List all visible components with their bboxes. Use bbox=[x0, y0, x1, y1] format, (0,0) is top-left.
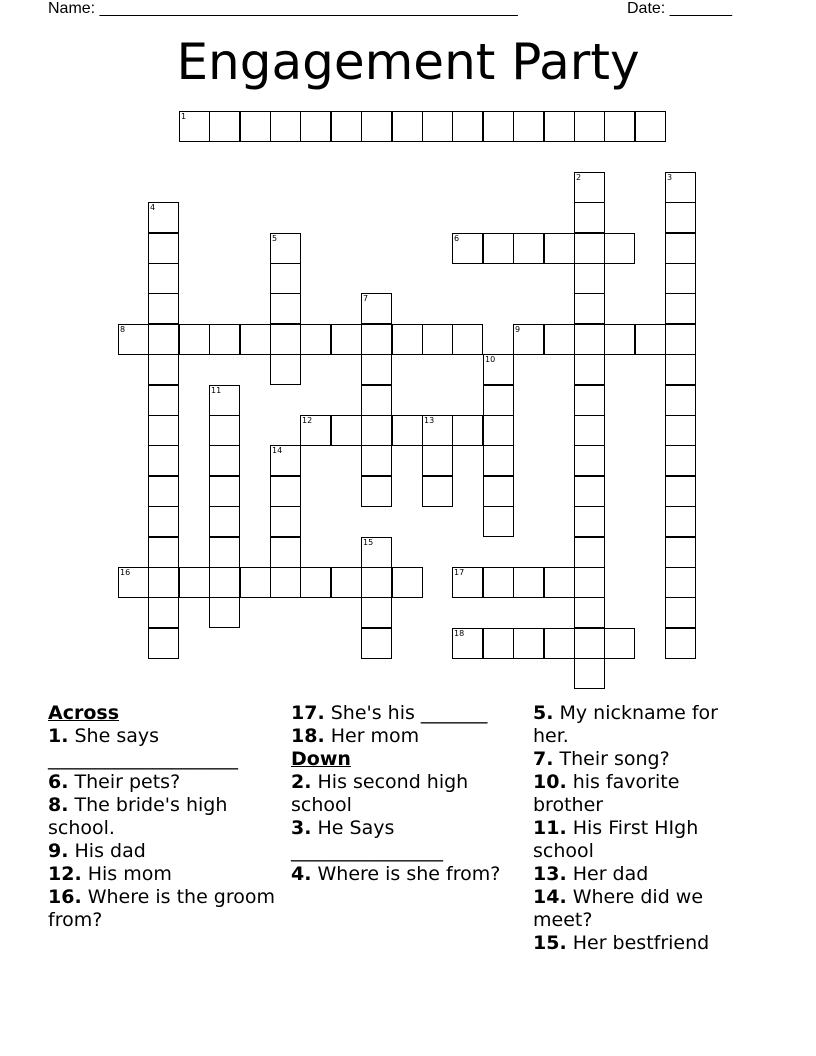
grid-cell[interactable] bbox=[483, 233, 514, 264]
grid-cell[interactable] bbox=[574, 537, 605, 568]
grid-cell[interactable] bbox=[148, 233, 179, 264]
grid-cell[interactable] bbox=[148, 506, 179, 537]
grid-cell[interactable] bbox=[392, 415, 423, 446]
grid-cell[interactable] bbox=[422, 324, 453, 355]
grid-cell[interactable] bbox=[513, 324, 544, 355]
clue-number: 15 bbox=[363, 538, 374, 547]
clue-across-6: 6. Their pets? bbox=[48, 771, 181, 793]
clue-number: 1 bbox=[181, 112, 187, 121]
clue-number: 16 bbox=[120, 568, 131, 577]
grid-cell[interactable] bbox=[240, 324, 271, 355]
clue-down-5: 5. My nickname for her. bbox=[533, 702, 718, 747]
grid-cell[interactable] bbox=[574, 445, 605, 476]
grid-cell[interactable] bbox=[179, 567, 210, 598]
grid-cell[interactable] bbox=[574, 324, 605, 355]
grid-cell[interactable] bbox=[483, 476, 514, 507]
clue-across-12: 12. His mom bbox=[48, 863, 172, 885]
grid-cell[interactable] bbox=[209, 506, 240, 537]
grid-cell[interactable] bbox=[665, 445, 696, 476]
grid-cell[interactable] bbox=[452, 628, 483, 659]
grid-cell[interactable] bbox=[665, 415, 696, 446]
grid-cell[interactable] bbox=[361, 476, 392, 507]
grid-cell[interactable] bbox=[240, 567, 271, 598]
grid-cell[interactable] bbox=[209, 111, 240, 142]
clue-number: 11 bbox=[211, 386, 222, 395]
grid-cell[interactable] bbox=[574, 567, 605, 598]
clue-number: 13 bbox=[424, 416, 435, 425]
grid-cell[interactable] bbox=[300, 324, 331, 355]
grid-cell[interactable] bbox=[635, 324, 666, 355]
grid-cell[interactable] bbox=[270, 445, 301, 476]
clue-down-7: 7. Their song? bbox=[533, 748, 670, 770]
grid-cell[interactable] bbox=[361, 567, 392, 598]
grid-cell[interactable] bbox=[148, 445, 179, 476]
grid-cell[interactable] bbox=[665, 597, 696, 628]
grid-cell[interactable] bbox=[604, 233, 635, 264]
grid-cell[interactable] bbox=[148, 385, 179, 416]
grid-cell[interactable] bbox=[574, 506, 605, 537]
grid-cell[interactable] bbox=[361, 628, 392, 659]
grid-cell[interactable] bbox=[422, 111, 453, 142]
grid-cell[interactable] bbox=[604, 111, 635, 142]
grid-cell[interactable] bbox=[574, 415, 605, 446]
grid-cell[interactable] bbox=[179, 111, 210, 142]
clues-column-1 bbox=[48, 702, 280, 932]
grid-cell[interactable] bbox=[574, 597, 605, 628]
clue-number: 18 bbox=[454, 629, 465, 638]
grid-cell[interactable] bbox=[574, 111, 605, 142]
grid-cell[interactable] bbox=[544, 233, 575, 264]
grid-cell[interactable] bbox=[240, 111, 271, 142]
grid-cell[interactable] bbox=[361, 354, 392, 385]
across-heading: Across bbox=[48, 702, 120, 724]
name-field: Name: _______________________________________________ bbox=[48, 0, 518, 17]
clues-column-3 bbox=[533, 702, 743, 955]
grid-cell[interactable] bbox=[148, 597, 179, 628]
grid-cell[interactable] bbox=[574, 658, 605, 689]
grid-cell[interactable] bbox=[209, 476, 240, 507]
grid-cell[interactable] bbox=[118, 567, 149, 598]
grid-cell[interactable] bbox=[270, 537, 301, 568]
grid-cell[interactable] bbox=[300, 567, 331, 598]
grid-cell[interactable] bbox=[574, 385, 605, 416]
grid-cell[interactable] bbox=[270, 506, 301, 537]
grid-cell[interactable] bbox=[361, 597, 392, 628]
clue-number: 7 bbox=[363, 294, 369, 303]
grid-cell[interactable] bbox=[361, 445, 392, 476]
grid-cell[interactable] bbox=[270, 476, 301, 507]
grid-cell[interactable] bbox=[361, 111, 392, 142]
grid-cell[interactable] bbox=[665, 233, 696, 264]
grid-cell[interactable] bbox=[665, 172, 696, 203]
grid-cell[interactable] bbox=[574, 233, 605, 264]
clue-down-3: 3. He Says ________________ bbox=[291, 817, 443, 862]
grid-cell[interactable] bbox=[483, 628, 514, 659]
clue-across-1: 1. She says ____________________ bbox=[48, 725, 238, 770]
grid-cell[interactable] bbox=[665, 628, 696, 659]
grid-cell[interactable] bbox=[483, 385, 514, 416]
grid-cell[interactable] bbox=[270, 111, 301, 142]
grid-cell[interactable] bbox=[148, 415, 179, 446]
clues-column-2 bbox=[291, 702, 519, 886]
grid-cell[interactable] bbox=[574, 476, 605, 507]
grid-cell[interactable] bbox=[483, 354, 514, 385]
grid-cell[interactable] bbox=[148, 537, 179, 568]
clue-down-4: 4. Where is she from? bbox=[291, 863, 501, 885]
clue-down-2: 2. His second high school bbox=[291, 771, 469, 816]
grid-cell[interactable] bbox=[209, 567, 240, 598]
clue-down-13: 13. Her dad bbox=[533, 863, 649, 885]
grid-cell[interactable] bbox=[574, 628, 605, 659]
page-title: Engagement Party bbox=[176, 33, 640, 91]
clue-across-17: 17. She's his _______ bbox=[291, 702, 488, 724]
grid-cell[interactable] bbox=[331, 567, 362, 598]
clue-down-10: 10. his favorite brother bbox=[533, 771, 680, 816]
grid-cell[interactable] bbox=[513, 111, 544, 142]
clue-across-8: 8. The bride's high school. bbox=[48, 794, 228, 839]
grid-cell[interactable] bbox=[392, 111, 423, 142]
grid-cell[interactable] bbox=[148, 476, 179, 507]
clue-number: 3 bbox=[667, 173, 673, 182]
grid-cell[interactable] bbox=[452, 415, 483, 446]
grid-cell[interactable] bbox=[604, 628, 635, 659]
grid-cell[interactable] bbox=[483, 415, 514, 446]
clue-across-18: 18. Her mom bbox=[291, 725, 420, 747]
down-heading: Down bbox=[291, 748, 351, 770]
grid-cell[interactable] bbox=[544, 324, 575, 355]
grid-cell[interactable] bbox=[148, 628, 179, 659]
grid-cell[interactable] bbox=[665, 385, 696, 416]
clue-number: 6 bbox=[454, 234, 460, 243]
grid-cell[interactable] bbox=[665, 293, 696, 324]
grid-cell[interactable] bbox=[300, 111, 331, 142]
grid-cell[interactable] bbox=[483, 567, 514, 598]
grid-cell[interactable] bbox=[574, 172, 605, 203]
grid-cell[interactable] bbox=[209, 415, 240, 446]
grid-cell[interactable] bbox=[209, 324, 240, 355]
grid-cell[interactable] bbox=[483, 445, 514, 476]
grid-cell[interactable] bbox=[209, 445, 240, 476]
clue-number: 14 bbox=[272, 446, 283, 455]
grid-cell[interactable] bbox=[148, 293, 179, 324]
grid-cell[interactable] bbox=[513, 233, 544, 264]
grid-cell[interactable] bbox=[270, 354, 301, 385]
grid-cell[interactable] bbox=[513, 567, 544, 598]
grid-cell[interactable] bbox=[148, 354, 179, 385]
clue-number: 8 bbox=[120, 325, 126, 334]
grid-cell[interactable] bbox=[574, 293, 605, 324]
grid-cell[interactable] bbox=[513, 628, 544, 659]
grid-cell[interactable] bbox=[300, 415, 331, 446]
grid-cell[interactable] bbox=[209, 597, 240, 628]
grid-cell[interactable] bbox=[544, 628, 575, 659]
grid-cell[interactable] bbox=[452, 567, 483, 598]
grid-cell[interactable] bbox=[665, 506, 696, 537]
clue-down-15: 15. Her bestfriend bbox=[533, 932, 710, 954]
grid-cell[interactable] bbox=[148, 263, 179, 294]
grid-cell[interactable] bbox=[422, 445, 453, 476]
grid-cell[interactable] bbox=[665, 324, 696, 355]
clue-across-9: 9. His dad bbox=[48, 840, 146, 862]
grid-cell[interactable] bbox=[392, 567, 423, 598]
grid-cell[interactable] bbox=[635, 111, 666, 142]
grid-cell[interactable] bbox=[361, 537, 392, 568]
grid-cell[interactable] bbox=[392, 324, 423, 355]
grid-cell[interactable] bbox=[544, 111, 575, 142]
date-field: Date: _______ bbox=[627, 0, 732, 17]
grid-cell[interactable] bbox=[270, 263, 301, 294]
grid-cell[interactable] bbox=[270, 567, 301, 598]
grid-cell[interactable] bbox=[574, 202, 605, 233]
grid-cell[interactable] bbox=[452, 324, 483, 355]
clue-down-11: 11. His First HIgh school bbox=[533, 817, 699, 862]
grid-cell[interactable] bbox=[270, 324, 301, 355]
grid-cell[interactable] bbox=[422, 476, 453, 507]
grid-cell[interactable] bbox=[270, 293, 301, 324]
grid-cell[interactable] bbox=[452, 233, 483, 264]
grid-cell[interactable] bbox=[483, 506, 514, 537]
grid-cell[interactable] bbox=[148, 567, 179, 598]
grid-cell[interactable] bbox=[574, 263, 605, 294]
grid-cell[interactable] bbox=[665, 567, 696, 598]
grid-cell[interactable] bbox=[604, 324, 635, 355]
grid-cell[interactable] bbox=[361, 415, 392, 446]
grid-cell[interactable] bbox=[331, 111, 362, 142]
clue-number: 17 bbox=[454, 568, 465, 577]
clue-number: 4 bbox=[150, 203, 156, 212]
grid-cell[interactable] bbox=[483, 111, 514, 142]
clue-number: 2 bbox=[576, 173, 582, 182]
grid-cell[interactable] bbox=[148, 324, 179, 355]
grid-cell[interactable] bbox=[361, 385, 392, 416]
grid-cell[interactable] bbox=[209, 385, 240, 416]
grid-cell[interactable] bbox=[665, 354, 696, 385]
grid-cell[interactable] bbox=[209, 537, 240, 568]
grid-cell[interactable] bbox=[544, 567, 575, 598]
grid-cell[interactable] bbox=[422, 415, 453, 446]
grid-cell[interactable] bbox=[148, 202, 179, 233]
clue-number: 9 bbox=[515, 325, 521, 334]
grid-cell[interactable] bbox=[452, 111, 483, 142]
grid-cell[interactable] bbox=[361, 293, 392, 324]
clue-number: 10 bbox=[485, 355, 496, 364]
grid-cell[interactable] bbox=[331, 324, 362, 355]
grid-cell[interactable] bbox=[270, 233, 301, 264]
grid-cell[interactable] bbox=[574, 354, 605, 385]
grid-cell[interactable] bbox=[665, 202, 696, 233]
grid-cell[interactable] bbox=[665, 263, 696, 294]
clue-across-16: 16. Where is the groom from? bbox=[48, 886, 276, 931]
clue-number: 5 bbox=[272, 234, 278, 243]
grid-cell[interactable] bbox=[179, 324, 210, 355]
grid-cell[interactable] bbox=[665, 476, 696, 507]
clue-down-14: 14. Where did we meet? bbox=[533, 886, 704, 931]
grid-cell[interactable] bbox=[665, 537, 696, 568]
clue-number: 12 bbox=[302, 416, 313, 425]
grid-cell[interactable] bbox=[361, 324, 392, 355]
grid-cell[interactable] bbox=[118, 324, 149, 355]
grid-cell[interactable] bbox=[331, 415, 362, 446]
